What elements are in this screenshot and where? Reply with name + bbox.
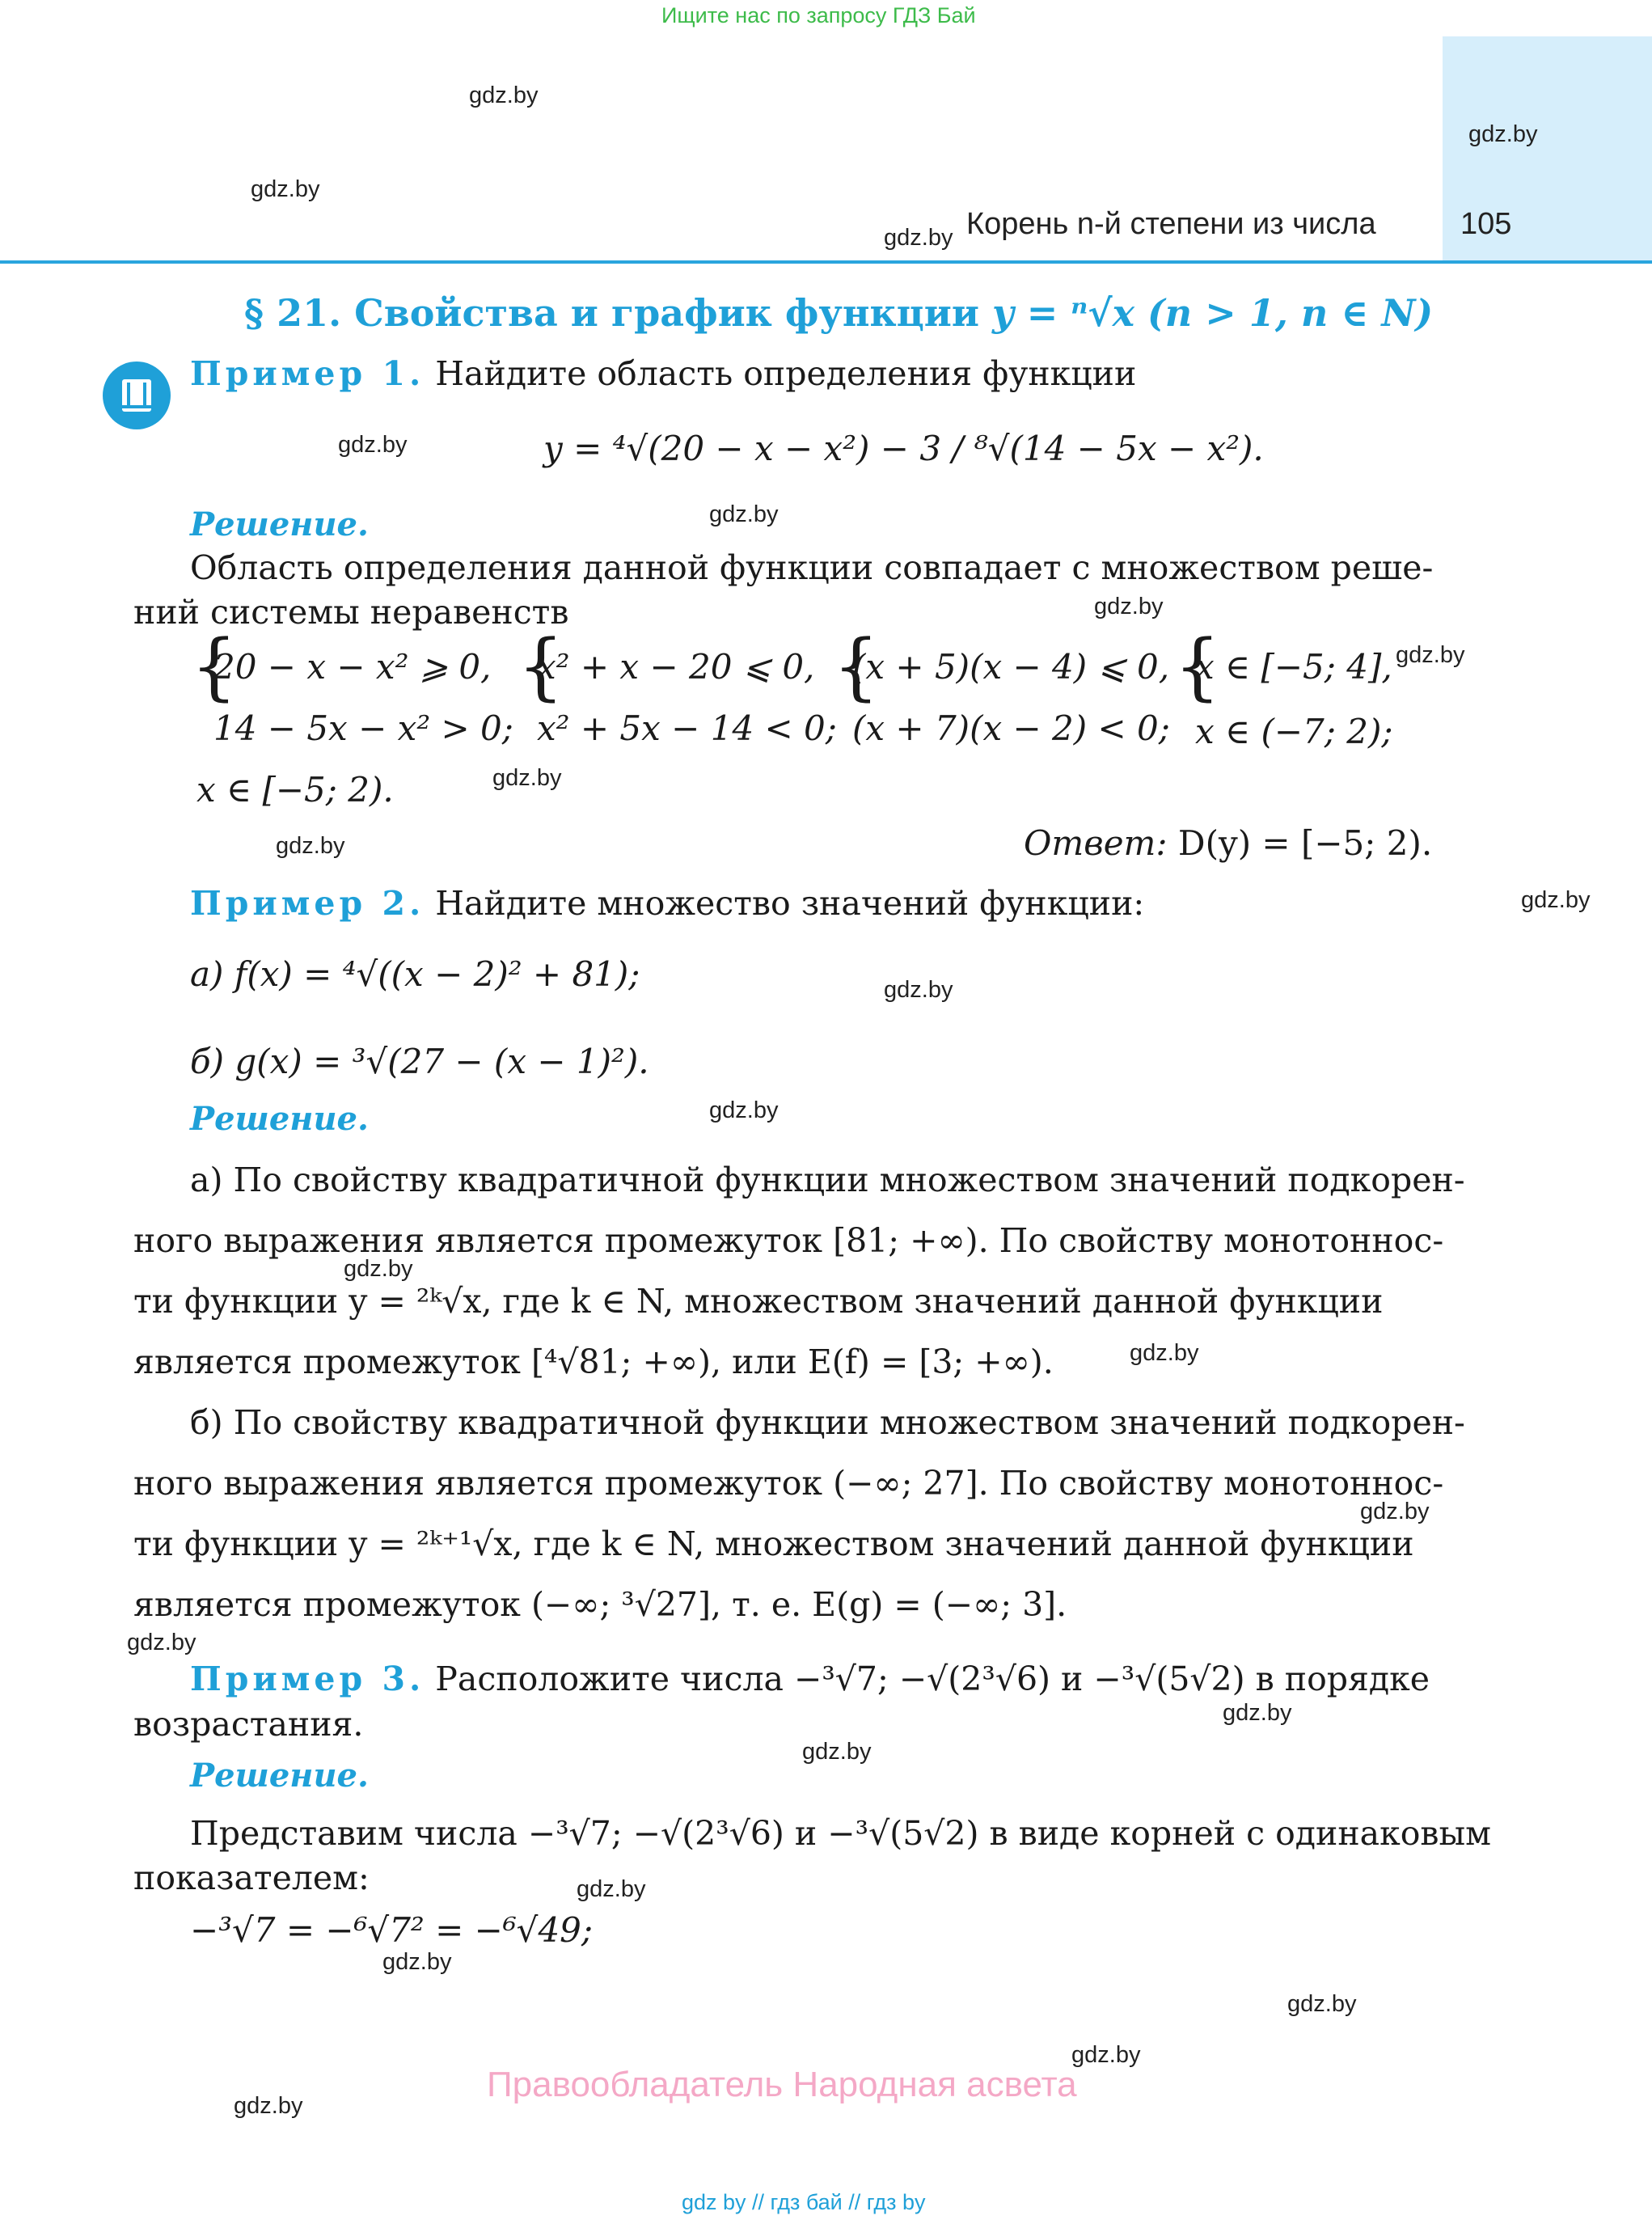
copyright: Правообладатель Народная асвета [487, 2065, 1077, 2104]
section-title [244, 291, 1433, 335]
page-number: 105 [1460, 207, 1512, 241]
answer-label: Ответ: [1024, 823, 1168, 863]
system3-brace: { [833, 624, 880, 709]
watermark: gdz.by [469, 82, 539, 108]
watermark: gdz.by [492, 765, 562, 791]
example1-result: x ∈ [−5; 2). [196, 770, 394, 810]
watermark: gdz.by [344, 1256, 413, 1282]
watermark: gdz.by [234, 2093, 303, 2119]
example2-b-line4: является промежуток (−∞; ³√27], т. е. E(g) = (−∞; 3]. [133, 1585, 1067, 1624]
example2-b-line2: ного выражения является промежуток (−∞; 27]. По свойству монотоннос- [133, 1464, 1444, 1503]
example3-solution-label: Решение. [190, 1757, 369, 1795]
system3-line1: (x + 5)(x − 4) ⩽ 0, [852, 647, 1170, 687]
section-formula: y = ⁿ√x (n > 1, n ∈ N) [991, 291, 1434, 335]
example2-task: Найдите множество значений функции: [435, 884, 1145, 923]
example3-label: Пример 3. [190, 1660, 425, 1698]
example1-text-line1: Область определения данной функции совпадает с множеством реше- [190, 548, 1434, 587]
system1-brace: { [191, 624, 238, 709]
system2-line2: x² + 5x − 14 < 0; [537, 708, 837, 748]
watermark: gdz.by [1360, 1499, 1430, 1524]
watermark: gdz.by [577, 1876, 646, 1902]
system4-brace: { [1174, 624, 1221, 709]
watermark: gdz.by [1130, 1340, 1199, 1366]
example2-heading [190, 884, 1144, 923]
example2-a-line3: ти функции y = ²ᵏ√x, где k ∈ N, множеством значений данной функции [133, 1282, 1384, 1321]
example3-text-line1: Представим числа −³√7; −√(2³√6) и −³√(5√2) в виде корней с одинаковым [190, 1814, 1492, 1853]
example2-b-line3: ти функции y = ²ᵏ⁺¹√x, где k ∈ N, множеством значений данной функции [133, 1524, 1414, 1563]
watermark: gdz.by [1071, 2042, 1141, 2068]
watermark: gdz.by [127, 1630, 196, 1655]
watermark: gdz.by [338, 432, 408, 458]
example3-heading [190, 1660, 1430, 1698]
system3-line2: (x + 7)(x − 2) < 0; [852, 708, 1170, 748]
example2-b-line1: б) По свойству квадратичной функции множеством значений подкорен- [190, 1403, 1465, 1442]
example1-label: Пример 1. [190, 354, 425, 393]
example1-answer [1024, 823, 1432, 863]
footer-links[interactable]: gdz by // гдз бай // гдз by [682, 2190, 926, 2214]
answer-value: D(y) = [−5; 2). [1177, 823, 1433, 863]
system2-line1: x² + x − 20 ⩽ 0, [537, 647, 815, 687]
example1-heading [190, 354, 1136, 393]
watermark: gdz.by [709, 1097, 779, 1123]
example3-task-line2: возрастания. [133, 1705, 364, 1744]
example2-solution-label: Решение. [190, 1100, 369, 1138]
example2-a-line2: ного выражения является промежуток [81; +∞). По свойству монотоннос- [133, 1221, 1444, 1260]
example1-task: Найдите область определения функции [435, 354, 1137, 393]
system4-line1: x ∈ [−5; 4], [1195, 647, 1392, 687]
example2-part-b: б) g(x) = ³√(27 − (x − 1)²). [190, 1042, 649, 1081]
example2-part-a: а) f(x) = ⁴√((x − 2)² + 81); [190, 954, 640, 994]
watermark: gdz.by [802, 1739, 872, 1765]
example2-a-line4: является промежуток [⁴√81; +∞), или E(f) = [3; +∞). [133, 1342, 1054, 1381]
section-number: § 21. [244, 291, 342, 335]
watermark: gdz.by [276, 833, 345, 859]
example1-text-line2: ний системы неравенств [133, 593, 569, 632]
header-divider [0, 260, 1652, 264]
watermark: gdz.by [1468, 121, 1538, 147]
system2-brace: { [518, 624, 564, 709]
header-title: Корень n-й степени из числа [966, 207, 1376, 241]
book-icon [103, 362, 171, 429]
system1-line1: 20 − x − x² ⩾ 0, [213, 647, 492, 687]
watermark: gdz.by [1094, 594, 1164, 619]
watermark: gdz.by [1396, 642, 1465, 668]
example1-formula: y = ⁴√(20 − x − x²) − 3 / ⁸√(14 − 5x − x²). [543, 429, 1264, 468]
example2-label: Пример 2. [190, 884, 425, 923]
watermark: gdz.by [251, 176, 320, 202]
watermark: gdz.by [1223, 1700, 1292, 1726]
watermark: gdz.by [884, 977, 953, 1003]
example3-task: Расположите числа −³√7; −√(2³√6) и −³√(5√2) в порядке [435, 1660, 1430, 1698]
watermark: gdz.by [884, 225, 953, 251]
watermark: gdz.by [1287, 1991, 1357, 2017]
example2-a-line1: а) По свойству квадратичной функции множеством значений подкорен- [190, 1161, 1465, 1199]
system1-line2: 14 − 5x − x² > 0; [213, 708, 513, 748]
top-banner: Ищите нас по запросу ГДЗ Бай [661, 3, 976, 27]
watermark: gdz.by [709, 501, 779, 527]
watermark: gdz.by [1521, 887, 1591, 913]
section-title-text: Свойства и график функции [354, 291, 979, 335]
watermark: gdz.by [382, 1949, 452, 1975]
example3-calc: −³√7 = −⁶√7² = −⁶√49; [190, 1910, 594, 1950]
example3-text-line2: показателем: [133, 1858, 370, 1897]
example1-solution-label: Решение. [190, 505, 369, 543]
system4-line2: x ∈ (−7; 2); [1195, 712, 1393, 751]
